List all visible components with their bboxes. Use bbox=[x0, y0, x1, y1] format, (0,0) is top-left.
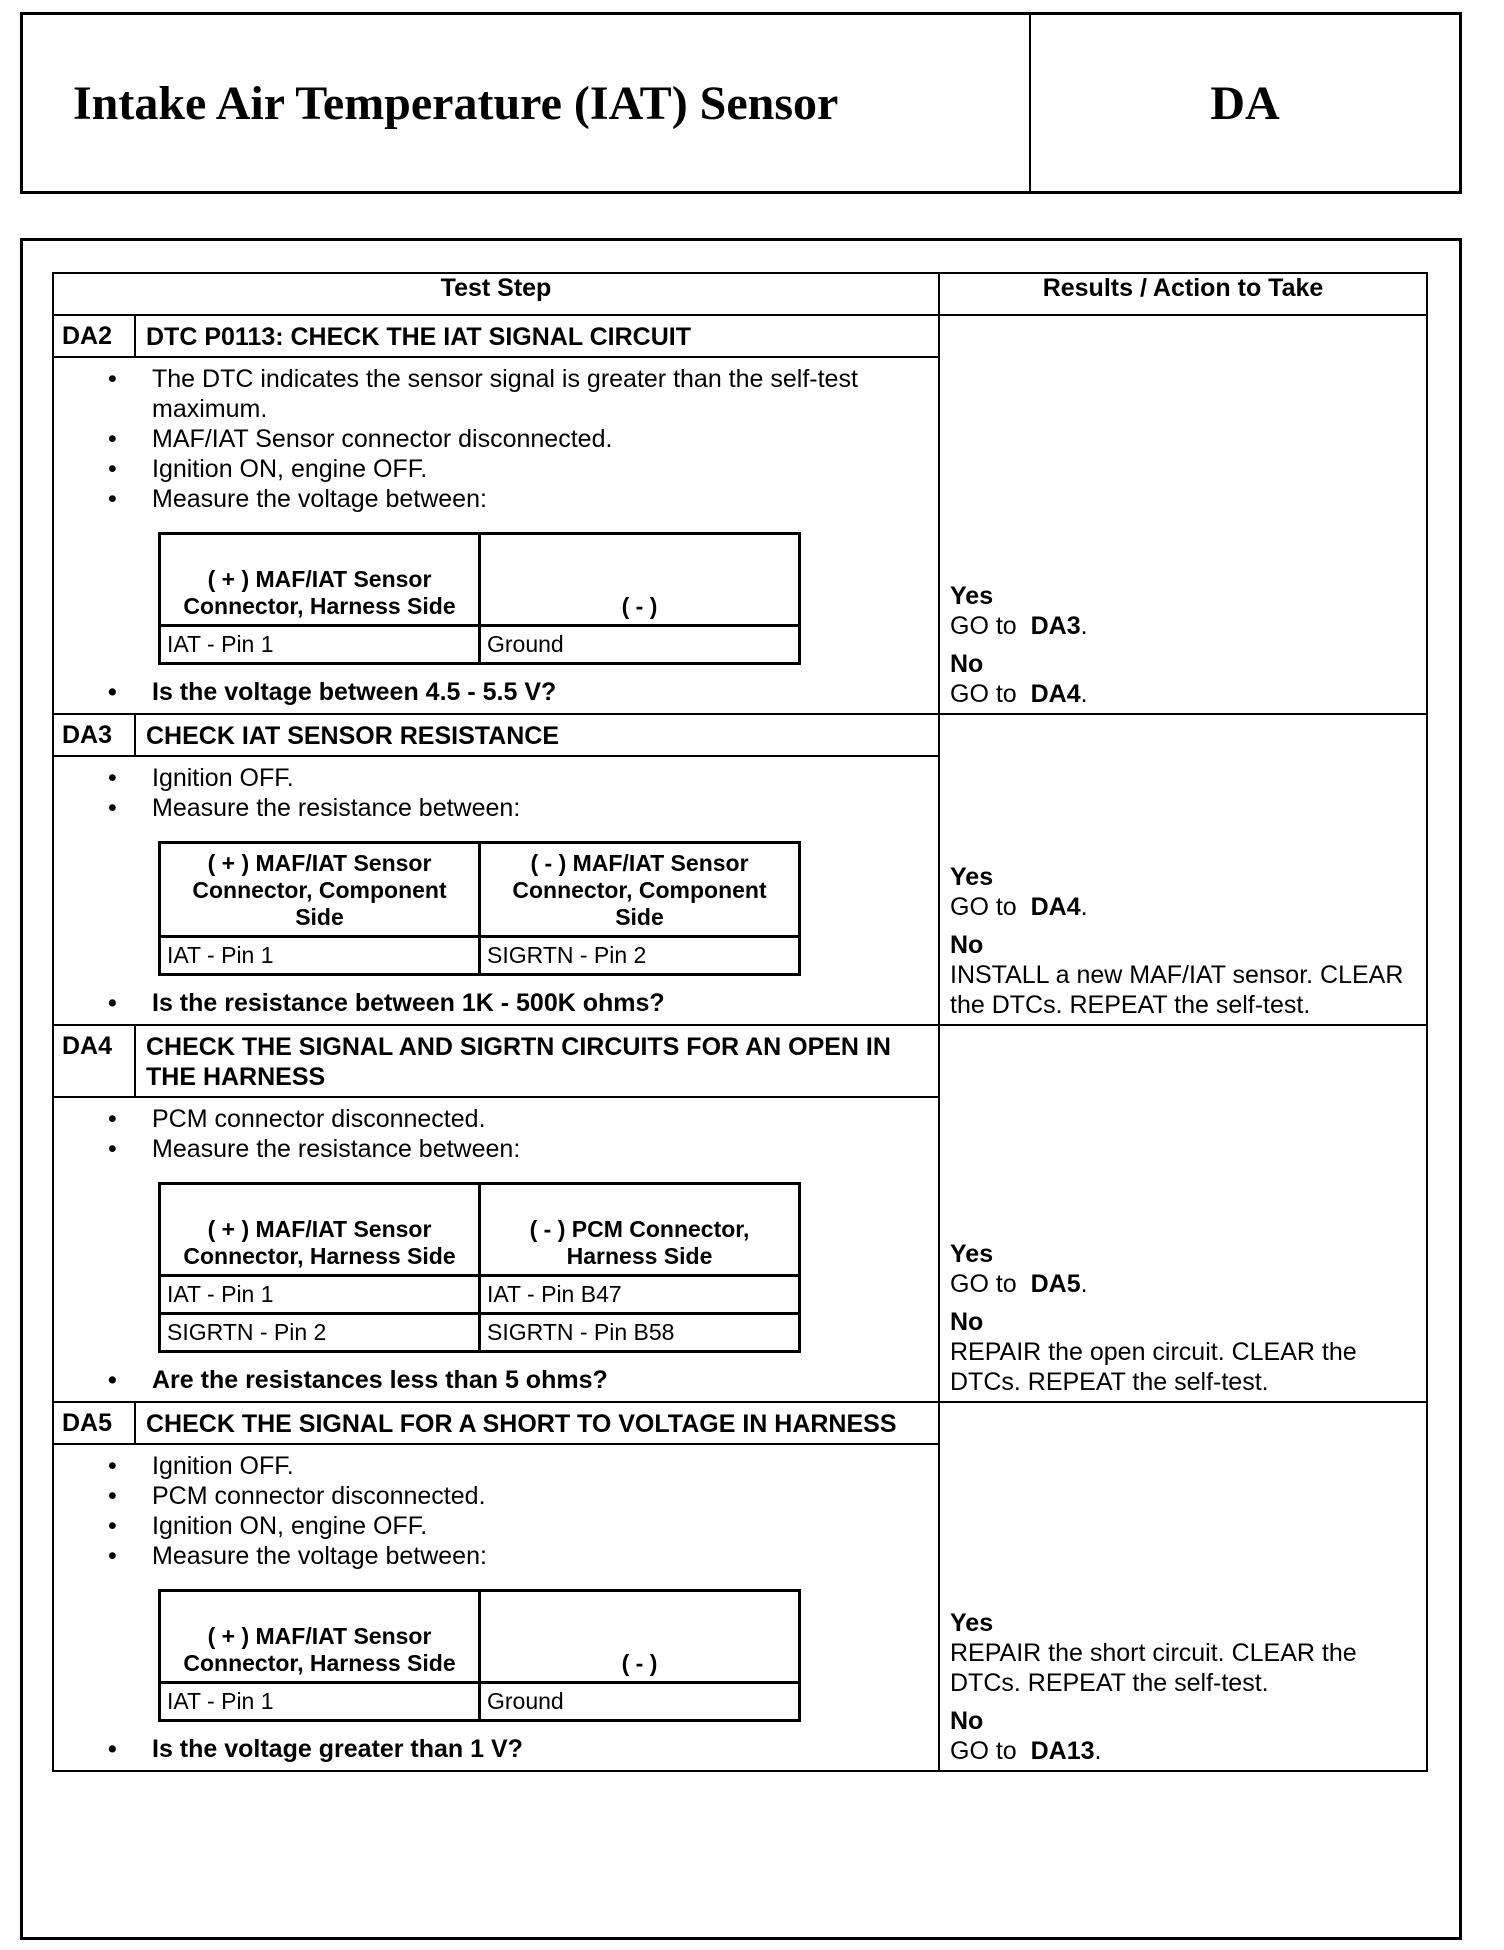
positive-probe-header: ( + ) MAF/IAT Sensor Connector, Harness Side bbox=[160, 1184, 480, 1276]
results-list bbox=[950, 581, 1416, 713]
step-bullets bbox=[54, 1451, 928, 1571]
yes-action: REPAIR the short circuit. CLEAR the DTCs. REPEAT the self-test. bbox=[950, 1639, 1357, 1697]
page-header bbox=[20, 12, 1462, 194]
no-label: No bbox=[950, 650, 984, 678]
step-bullet: • PCM connector disconnected. bbox=[152, 1104, 928, 1134]
goto-step-link[interactable]: DA4 bbox=[1030, 893, 1081, 921]
negative-pin-cell: Ground bbox=[480, 626, 800, 664]
goto-suffix: . bbox=[1080, 680, 1088, 708]
pin-table-header-row bbox=[160, 1591, 800, 1683]
positive-pin-cell: IAT - Pin 1 bbox=[160, 1683, 480, 1721]
goto-prefix: GO to bbox=[950, 680, 1024, 708]
no-label: No bbox=[950, 1308, 984, 1336]
step-results bbox=[939, 714, 1427, 1025]
column-header-test-step: Test Step bbox=[53, 273, 939, 315]
yes-action bbox=[950, 611, 1416, 641]
step-title: CHECK THE SIGNAL FOR A SHORT TO VOLTAGE IN HARNESS bbox=[135, 1402, 939, 1444]
step-bullet: • Measure the voltage between: bbox=[152, 484, 928, 514]
step-title-row bbox=[53, 714, 1427, 756]
pin-table-row bbox=[160, 937, 800, 975]
negative-probe-header: ( - ) PCM Connector, Harness Side bbox=[480, 1184, 800, 1276]
goto-suffix: . bbox=[1080, 612, 1088, 640]
pin-table-row bbox=[160, 1314, 800, 1352]
step-results bbox=[939, 1025, 1427, 1402]
table-header-row bbox=[53, 273, 1427, 315]
positive-probe-header: ( + ) MAF/IAT Sensor Connector, Harness Side bbox=[160, 534, 480, 626]
step-question-list bbox=[54, 677, 928, 707]
step-bullet: • Ignition OFF. bbox=[152, 763, 928, 793]
goto-suffix: . bbox=[1094, 1737, 1102, 1765]
yes-label: Yes bbox=[950, 863, 994, 891]
step-id: DA3 bbox=[53, 714, 135, 756]
negative-pin-cell: IAT - Pin B47 bbox=[480, 1276, 800, 1314]
pin-measurement-table bbox=[158, 1589, 801, 1722]
pin-table-header-row bbox=[160, 843, 800, 937]
step-bullet: • Ignition ON, engine OFF. bbox=[152, 1511, 928, 1541]
goto-prefix: GO to bbox=[950, 1270, 1024, 1298]
diagnostic-table bbox=[52, 272, 1428, 1772]
step-bullets bbox=[54, 1104, 928, 1164]
goto-suffix: . bbox=[1080, 1270, 1088, 1298]
step-results bbox=[939, 315, 1427, 714]
goto-prefix: GO to bbox=[950, 893, 1024, 921]
step-bullet: • PCM connector disconnected. bbox=[152, 1481, 928, 1511]
step-id: DA4 bbox=[53, 1025, 135, 1097]
step-title: CHECK IAT SENSOR RESISTANCE bbox=[135, 714, 939, 756]
negative-pin-cell: Ground bbox=[480, 1683, 800, 1721]
step-title: DTC P0113: CHECK THE IAT SIGNAL CIRCUIT bbox=[135, 315, 939, 357]
step-bullet: • Measure the resistance between: bbox=[152, 793, 928, 823]
step-bullet: • The DTC indicates the sensor signal is greater than the self-test maximum. bbox=[152, 364, 928, 424]
step-title: CHECK THE SIGNAL AND SIGRTN CIRCUITS FOR AN OPEN IN THE HARNESS bbox=[135, 1025, 939, 1097]
goto-step-link[interactable]: DA3 bbox=[1030, 612, 1081, 640]
step-body bbox=[53, 756, 939, 1025]
step-id: DA5 bbox=[53, 1402, 135, 1444]
negative-pin-cell: SIGRTN - Pin 2 bbox=[480, 937, 800, 975]
no-action: REPAIR the open circuit. CLEAR the DTCs. REPEAT the self-test. bbox=[950, 1338, 1357, 1396]
goto-prefix: GO to bbox=[950, 612, 1024, 640]
step-title-row bbox=[53, 1402, 1427, 1444]
step-results bbox=[939, 1402, 1427, 1771]
goto-step-link[interactable]: DA13 bbox=[1030, 1737, 1095, 1765]
pin-table-header-row bbox=[160, 534, 800, 626]
step-question-list bbox=[54, 988, 928, 1018]
step-question: • Is the voltage between 4.5 - 5.5 V? bbox=[152, 677, 928, 707]
results-list bbox=[950, 862, 1416, 1024]
step-question: • Is the resistance between 1K - 500K ohms? bbox=[152, 988, 928, 1018]
positive-pin-cell: SIGRTN - Pin 2 bbox=[160, 1314, 480, 1352]
pin-measurement-table bbox=[158, 1182, 801, 1353]
page-title: Intake Air Temperature (IAT) Sensor bbox=[23, 15, 1031, 191]
section-code: DA bbox=[1210, 76, 1280, 130]
yes-label: Yes bbox=[950, 1240, 994, 1268]
step-bullet: • MAF/IAT Sensor connector disconnected. bbox=[152, 424, 928, 454]
step-title-row bbox=[53, 315, 1427, 357]
positive-pin-cell: IAT - Pin 1 bbox=[160, 626, 480, 664]
positive-pin-cell: IAT - Pin 1 bbox=[160, 937, 480, 975]
no-action bbox=[950, 679, 1416, 709]
results-list bbox=[950, 1239, 1416, 1401]
pin-table-row bbox=[160, 1683, 800, 1721]
no-action bbox=[950, 1736, 1416, 1766]
yes-action bbox=[950, 1269, 1416, 1299]
step-bullets bbox=[54, 364, 928, 514]
step-bullets bbox=[54, 763, 928, 823]
step-bullet: • Measure the voltage between: bbox=[152, 1541, 928, 1571]
yes-label: Yes bbox=[950, 582, 994, 610]
pin-table-row bbox=[160, 1276, 800, 1314]
negative-pin-cell: SIGRTN - Pin B58 bbox=[480, 1314, 800, 1352]
goto-prefix: GO to bbox=[950, 1737, 1024, 1765]
no-action: INSTALL a new MAF/IAT sensor. CLEAR the DTCs. REPEAT the self-test. bbox=[950, 961, 1404, 1019]
step-bullet: • Ignition OFF. bbox=[152, 1451, 928, 1481]
step-bullet: • Ignition ON, engine OFF. bbox=[152, 454, 928, 484]
positive-probe-header: ( + ) MAF/IAT Sensor Connector, Component Side bbox=[160, 843, 480, 937]
pin-measurement-table bbox=[158, 532, 801, 665]
no-label: No bbox=[950, 931, 984, 959]
column-header-results: Results / Action to Take bbox=[939, 273, 1427, 315]
step-body bbox=[53, 357, 939, 714]
pin-table-row bbox=[160, 626, 800, 664]
yes-label: Yes bbox=[950, 1609, 994, 1637]
yes-action bbox=[950, 892, 1416, 922]
step-body bbox=[53, 1444, 939, 1771]
goto-suffix: . bbox=[1080, 893, 1088, 921]
step-question: • Are the resistances less than 5 ohms? bbox=[152, 1365, 928, 1395]
positive-probe-header: ( + ) MAF/IAT Sensor Connector, Harness Side bbox=[160, 1591, 480, 1683]
step-title-row bbox=[53, 1025, 1427, 1097]
positive-pin-cell: IAT - Pin 1 bbox=[160, 1276, 480, 1314]
negative-probe-header: ( - ) bbox=[480, 1591, 800, 1683]
negative-probe-header: ( - ) MAF/IAT Sensor Connector, Component Side bbox=[480, 843, 800, 937]
no-label: No bbox=[950, 1707, 984, 1735]
step-body bbox=[53, 1097, 939, 1402]
step-question-list bbox=[54, 1734, 928, 1764]
pin-table-header-row bbox=[160, 1184, 800, 1276]
results-list bbox=[950, 1608, 1416, 1770]
negative-probe-header: ( - ) bbox=[480, 534, 800, 626]
step-question: • Is the voltage greater than 1 V? bbox=[152, 1734, 928, 1764]
step-id: DA2 bbox=[53, 315, 135, 357]
goto-step-link[interactable]: DA4 bbox=[1030, 680, 1081, 708]
step-bullet: • Measure the resistance between: bbox=[152, 1134, 928, 1164]
goto-step-link[interactable]: DA5 bbox=[1030, 1270, 1081, 1298]
pin-measurement-table bbox=[158, 841, 801, 976]
step-question-list bbox=[54, 1365, 928, 1395]
